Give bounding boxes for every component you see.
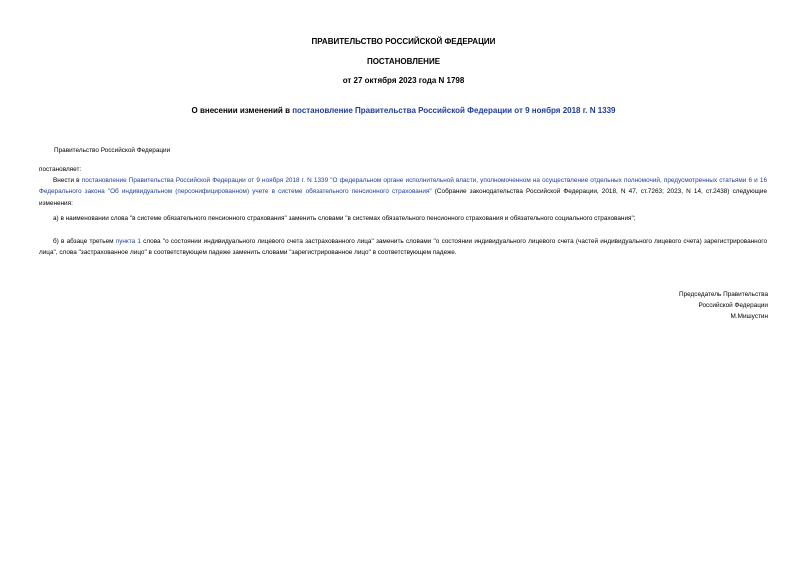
government-line: Правительство Российской Федерации bbox=[54, 147, 171, 154]
paragraph-1-prefix: Внести в bbox=[53, 177, 82, 184]
paragraph-amendment-intro bbox=[39, 175, 767, 209]
signature-country: Российской Федерации bbox=[698, 302, 768, 309]
paragraph-1-suffix: (Собрание законодательства Российской Федерации, 2018, N 47, ст.7263; 2023, N 14, ст.2438) следующие изменения: bbox=[39, 188, 768, 207]
paragraph-item-b bbox=[39, 236, 767, 259]
signature-name: М.Мишустин bbox=[730, 313, 768, 320]
doc-type-heading: ПОСТАНОВЛЕНИЕ bbox=[366, 57, 441, 66]
paragraph-3-suffix: слова "о состоянии индивидуального лицевого счета застрахованного лица" заменить словами "о состоянии индивидуального лицевого счета (частей индивидуального лицевого счета) зарегистрированного лица", слова "застрахованное лицо" в соответствующем падеже заменить словами "зарегистрированное лицо" в соответствующем падеже. bbox=[39, 238, 768, 257]
date-number-heading: от 27 октября 2023 года N 1798 bbox=[342, 76, 465, 85]
point-1-link[interactable]: пункта 1 bbox=[115, 238, 141, 245]
paragraph-3-prefix: б) в абзаце третьем bbox=[53, 238, 116, 245]
authority-heading: ПРАВИТЕЛЬСТВО РОССИЙСКОЙ ФЕДЕРАЦИИ bbox=[311, 37, 496, 46]
amended-act-link[interactable]: постановление Правительства Российской Федерации от 9 ноября 2018 г. N 1339 bbox=[292, 106, 616, 115]
signature-position: Председатель Правительства bbox=[679, 291, 768, 298]
document-title bbox=[0, 106, 807, 116]
resolves-line: постановляет: bbox=[39, 166, 82, 173]
paragraph-item-a: а) в наименовании слова "в системе обязательного пенсионного страхования" заменить словами "в системах обязательного пенсионного страхования и обязательного социального страхования"; bbox=[53, 215, 636, 222]
resolution-1339-link[interactable]: постановление Правительства Российской Федерации от 9 ноября 2018 г. N 1339 "О федеральном органе исполнительной власти, уполномоченном на осуществление отдельных полномочий, предусмотренных статьями 6 и 16 Федерального закона "Об индивидуальном (персонифицированном) учете в системе обязательного пенсионного страхования" bbox=[39, 177, 768, 196]
document-title-prefix: О внесении изменений в bbox=[191, 106, 293, 115]
